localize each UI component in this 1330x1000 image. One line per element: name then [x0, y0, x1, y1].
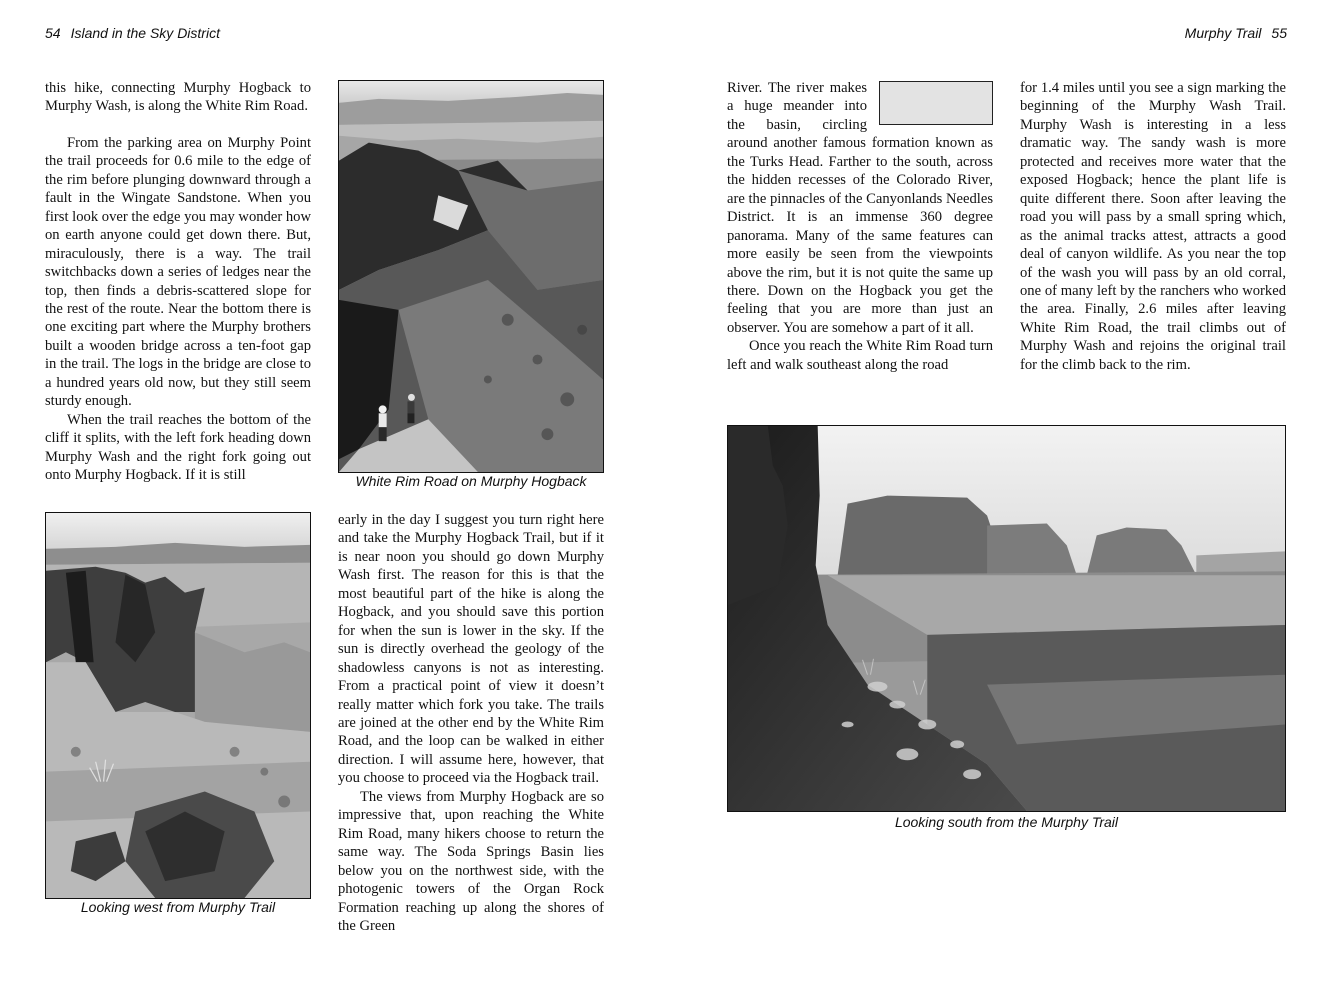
placeholder-box [879, 81, 993, 125]
photo-looking-west [45, 512, 311, 899]
left-page-number: 54 [45, 25, 61, 41]
paragraph: for 1.4 miles until you see a sign marking the beginning of the Murphy Wash Trail. Murphy Wash is interesting in a less dramatic way. The sandy wash is more protected and receives more water that the exposed Hogback; hence the plant life is quite different there. Soon after leaving the road you will pass by a small spring which, as the animal tracks attest, attracts a good deal of canyon wildlife. As you near the top of the wash you will pass by an old corral, one of many left by the ranchers who worked the area. Finally, 2.6 miles after leaving White Rim Road, the trail climbs out of Murphy Wash and rejoins the original trail for the climb back to the rim. [1020, 80, 1286, 373]
right-page [665, 0, 1330, 1000]
right-column-2 [1020, 79, 1286, 374]
paragraph [727, 79, 993, 337]
paragraph: The views from Murphy Hogback are so impressive that, upon reaching the White Rim Road, many hikers choose to return the same way. The Soda Springs Basin lies below you on the northwest side, with the photogenic towers of the Organ Rock Formation reaching up along the shores of the Green [338, 788, 604, 934]
photo-looking-west-image [46, 513, 310, 898]
right-header-title: Murphy Trail [1184, 25, 1262, 41]
right-running-head [1185, 25, 1287, 41]
paragraph: From the parking area on Murphy Point the trail proceeds for 0.6 mile to the edge of the rim before plunging downward through a fault in the Wingate Sandstone. When you first look over the edge you may wonder how on earth anyone could get down there. But, miraculously, there is a way. The trail switchbacks down a series of ledges near the top, then finds a debris-scattered slope for the rest of the route. Near the bottom there is one exciting part where the Murphy brothers built a wooden bridge across a ten-foot gap in the trail. The logs in the bridge are close to a hundred years old now, but they still seem sturdy enough. [45, 134, 311, 410]
photo-looking-south [727, 425, 1286, 812]
right-page-number: 55 [1271, 25, 1287, 41]
right-column-1 [727, 79, 993, 374]
paragraph: Once you reach the White Rim Road turn left and walk southeast along the road [727, 338, 993, 373]
left-running-head [45, 25, 220, 41]
photo-caption: White Rim Road on Murphy Hogback [355, 473, 587, 489]
photo-white-rim-road [338, 80, 604, 473]
photo-caption: Looking west from Murphy Trail [80, 899, 276, 915]
left-column-1 [45, 79, 311, 485]
paragraph: When the trail reaches the bottom of the cliff it splits, with the left fork heading down Murphy Wash and the right fork going out onto Murphy Hogback. If it is still [45, 411, 311, 484]
paragraph-text: River. The river makes a huge meander into the basin, circling around another famous formation known as the Turks Head. Farther to the south, across the hidden recesses of the Colorado River, are the pinnacles of the Canyonlands Needles District. It is an immense 360 degree panorama. Many of the same features can more easily be seen from the viewpoints above the rim, but it is not quite the same up there. Down on the Hogback you get the feeling that you are more than just an observer. You are somehow a part of it all. [727, 80, 993, 336]
photo-caption: Looking south from the Murphy Trail [894, 814, 1119, 830]
photo-white-rim-road-image [339, 81, 603, 472]
left-header-title: Island in the Sky District [70, 25, 220, 41]
left-column-2 [338, 511, 604, 935]
paragraph: early in the day I suggest you turn right here and take the Murphy Hogback Trail, but if it is near noon you should go down Murphy Wash first. The reason for this is that the most beautiful part of the hike is along the Hogback, and you should save this portion for when the sun is lower in the sky. If the sun is directly overhead the geology of the shadowless canyons is not as interesting. From a practical point of view it doesn’t really matter which fork you take. The trails are joined at the other end by the White Rim Road, and the loop can be walked in either direction. I will assume here, however, that you choose to proceed via the Hogback trail. [338, 512, 604, 787]
photo-looking-south-image [728, 426, 1285, 811]
paragraph: this hike, connecting Murphy Hogback to Murphy Wash, is along the White Rim Road. [45, 80, 311, 115]
